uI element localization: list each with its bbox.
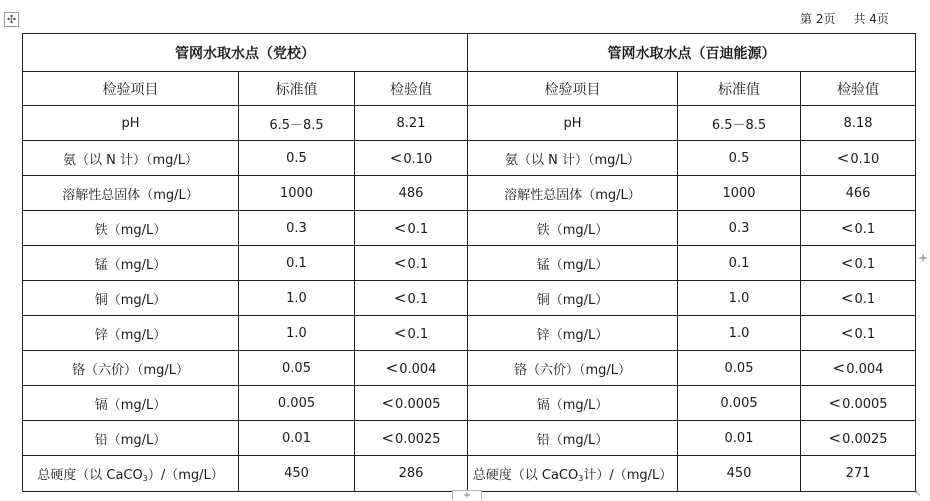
item-cell-right [468,176,678,211]
result-value: 466 [845,185,871,201]
standard-cell-right [678,421,801,456]
result-cell-left [355,281,468,316]
standard-value: 1000 [279,185,314,201]
result-value: 8.18 [843,115,873,131]
standard-cell-right [678,316,801,351]
table-row [23,176,916,211]
table-row [23,281,916,316]
result-cell-right [801,176,916,211]
result-value: 271 [845,466,871,481]
standard-value: 0.3 [728,220,750,236]
result-cell-right [801,456,916,492]
result-value: 0.1 [854,327,876,342]
result-value: 0.0005 [395,397,441,412]
item-name: 铁（mg/L） [536,222,609,238]
resize-corner-icon[interactable]: ↖ [914,489,922,499]
item-cell-right [468,386,678,421]
less-than-sign: < [840,289,854,307]
standard-cell-left [239,176,355,211]
standard-cell-left [239,421,355,456]
less-than-sign: < [393,289,407,307]
table-row [23,351,916,386]
header-standard-left: 标准值 [239,72,355,106]
table-move-handle-icon[interactable]: ✣ [4,12,19,27]
standard-cell-left [239,386,355,421]
standard-value: 0.01 [724,430,754,446]
item-cell-left [23,421,239,456]
add-column-plus-icon[interactable]: + [917,251,929,265]
item-cell-left [23,106,239,141]
result-cell-right [801,281,916,316]
result-cell-right [801,106,916,141]
item-cell-left [23,141,239,176]
item-cell-right [468,246,678,281]
standard-cell-right [678,211,801,246]
standard-cell-left [239,351,355,386]
standard-cell-right [678,246,801,281]
result-cell-right [801,141,916,176]
less-than-sign: < [840,254,854,272]
hardness-unit: 计）/（mg/L） [583,468,673,483]
result-cell-right [801,351,916,386]
section-title-row [23,34,916,72]
item-cell-right [468,316,678,351]
less-than-sign: < [828,429,842,447]
item-name: 氨（以 N 计）（mg/L） [62,152,199,168]
standard-value: 0.05 [282,360,311,376]
result-value: 0.004 [846,362,884,377]
standard-value: 6.5－8.5 [269,117,324,133]
item-cell-left [23,351,239,386]
result-value: 0.1 [854,222,876,237]
item-cell-left [23,281,239,316]
less-than-sign: < [840,324,854,342]
header-result-right: 检验值 [801,72,916,106]
item-name: 铜（mg/L） [94,292,167,308]
less-than-sign: < [828,394,842,412]
standard-value: 450 [726,466,752,481]
table-row [23,421,916,456]
page-total: 共 4页 [853,12,889,26]
add-row-plus-icon[interactable]: + [452,490,482,500]
result-value: 0.1 [854,257,876,272]
item-name: pH [563,115,582,131]
result-cell-right [801,246,916,281]
less-than-sign: < [381,429,395,447]
standard-value: 0.5 [286,150,307,166]
standard-value: 450 [284,466,309,481]
header-item-right: 检验项目 [468,72,678,106]
item-name: 溶解性总固体（mg/L） [62,187,199,203]
table-row-hardness [23,456,916,492]
less-than-sign: < [389,149,403,167]
standard-cell-left [239,106,355,141]
result-value: 8.21 [396,115,426,131]
item-cell-left [23,316,239,351]
result-value: 0.1 [407,327,429,342]
item-name: 铬（六价）（mg/L） [513,362,632,378]
standard-cell-left [239,281,355,316]
standard-value: 0.1 [286,255,307,271]
subscript: 3 [142,474,148,483]
item-cell-right [468,456,678,492]
standard-value: 0.005 [720,395,758,411]
standard-cell-right [678,456,801,492]
item-name: 锌（mg/L） [94,327,167,343]
standard-cell-right [678,281,801,316]
result-cell-right [801,386,916,421]
item-cell-right [468,421,678,456]
item-name: 锰（mg/L） [94,257,167,273]
result-cell-left [355,456,468,492]
result-value: 0.10 [850,152,880,167]
item-name: 镉（mg/L） [94,397,167,413]
item-name: pH [121,115,140,131]
result-cell-left [355,351,468,386]
less-than-sign: < [393,254,407,272]
result-cell-left [355,246,468,281]
item-cell-right [468,351,678,386]
standard-value: 1.0 [728,290,750,306]
result-value: 0.0025 [395,432,441,447]
less-than-sign: < [385,359,399,377]
table-row [23,386,916,421]
result-value: 0.1 [407,292,429,307]
header-standard-right: 标准值 [678,72,801,106]
hardness-label: 总硬度（以 CaCO [37,468,143,483]
item-name: 镉（mg/L） [536,397,609,413]
standard-value: 6.5－8.5 [711,117,767,133]
standard-value: 0.05 [724,360,754,376]
result-value: 0.0005 [842,397,888,412]
standard-cell-right [678,106,801,141]
standard-value: 0.5 [728,150,750,166]
standard-value: 1000 [722,185,756,201]
header-result-left: 检验值 [355,72,468,106]
standard-cell-right [678,351,801,386]
item-name: 锰（mg/L） [536,257,609,273]
table-row [23,211,916,246]
item-cell-left [23,386,239,421]
page-indicator [800,10,925,27]
result-value: 0.1 [407,222,429,237]
column-header-row [23,72,916,106]
item-cell-left [23,176,239,211]
table-row [23,316,916,351]
standard-value: 0.1 [728,255,750,271]
standard-cell-left [239,211,355,246]
water-quality-table [22,33,916,492]
result-value: 0.1 [854,292,876,307]
less-than-sign: < [381,394,395,412]
item-cell-left [23,211,239,246]
less-than-sign: < [840,219,854,237]
result-cell-left [355,421,468,456]
standard-cell-left [239,246,355,281]
less-than-sign: < [393,324,407,342]
standard-cell-left [239,141,355,176]
result-cell-left [355,141,468,176]
item-name: 铅（mg/L） [94,432,167,448]
section-title-left: 管网水取水点（党校） [23,34,468,72]
table-row [23,106,916,141]
result-cell-right [801,421,916,456]
hardness-unit: ）/（mg/L） [147,468,224,483]
item-cell-left [23,246,239,281]
table-row [23,246,916,281]
result-cell-right [801,211,916,246]
subscript: 3 [578,474,584,483]
result-cell-left [355,106,468,141]
standard-value: 1.0 [728,325,750,341]
page-current: 第 2页 [800,12,836,26]
less-than-sign: < [832,359,846,377]
standard-value: 0.3 [286,220,307,236]
header-item-left: 检验项目 [23,72,239,106]
result-value: 486 [398,185,424,201]
less-than-sign: < [393,219,407,237]
item-cell-right [468,106,678,141]
item-name: 铜（mg/L） [536,292,609,308]
item-name: 氨（以 N 计）（mg/L） [505,152,641,168]
standard-value: 1.0 [286,325,307,341]
table-row [23,141,916,176]
item-name: 锌（mg/L） [536,327,609,343]
item-cell-left [23,456,239,492]
result-cell-left [355,386,468,421]
result-cell-left [355,211,468,246]
result-value: 0.1 [407,257,429,272]
result-cell-left [355,316,468,351]
section-title-right: 管网水取水点（百迪能源） [468,34,916,72]
result-value: 0.0025 [842,432,888,447]
result-cell-right [801,316,916,351]
item-name: 铬（六价）（mg/L） [71,362,190,378]
standard-cell-right [678,141,801,176]
less-than-sign: < [836,149,850,167]
standard-value: 1.0 [286,290,307,306]
result-value: 286 [398,466,424,481]
standard-value: 0.005 [277,395,316,411]
hardness-label: 总硬度（以 CaCO [472,468,579,483]
result-cell-left [355,176,468,211]
result-value: 0.004 [399,362,437,377]
standard-cell-right [678,386,801,421]
item-name: 铅（mg/L） [536,432,609,448]
item-cell-right [468,281,678,316]
item-name: 溶解性总固体（mg/L） [504,187,641,203]
standard-value: 0.01 [282,430,311,446]
item-cell-right [468,211,678,246]
standard-cell-right [678,176,801,211]
item-name: 铁（mg/L） [94,222,167,238]
standard-cell-left [239,316,355,351]
standard-cell-left [239,456,355,492]
item-cell-right [468,141,678,176]
result-value: 0.10 [403,152,433,167]
